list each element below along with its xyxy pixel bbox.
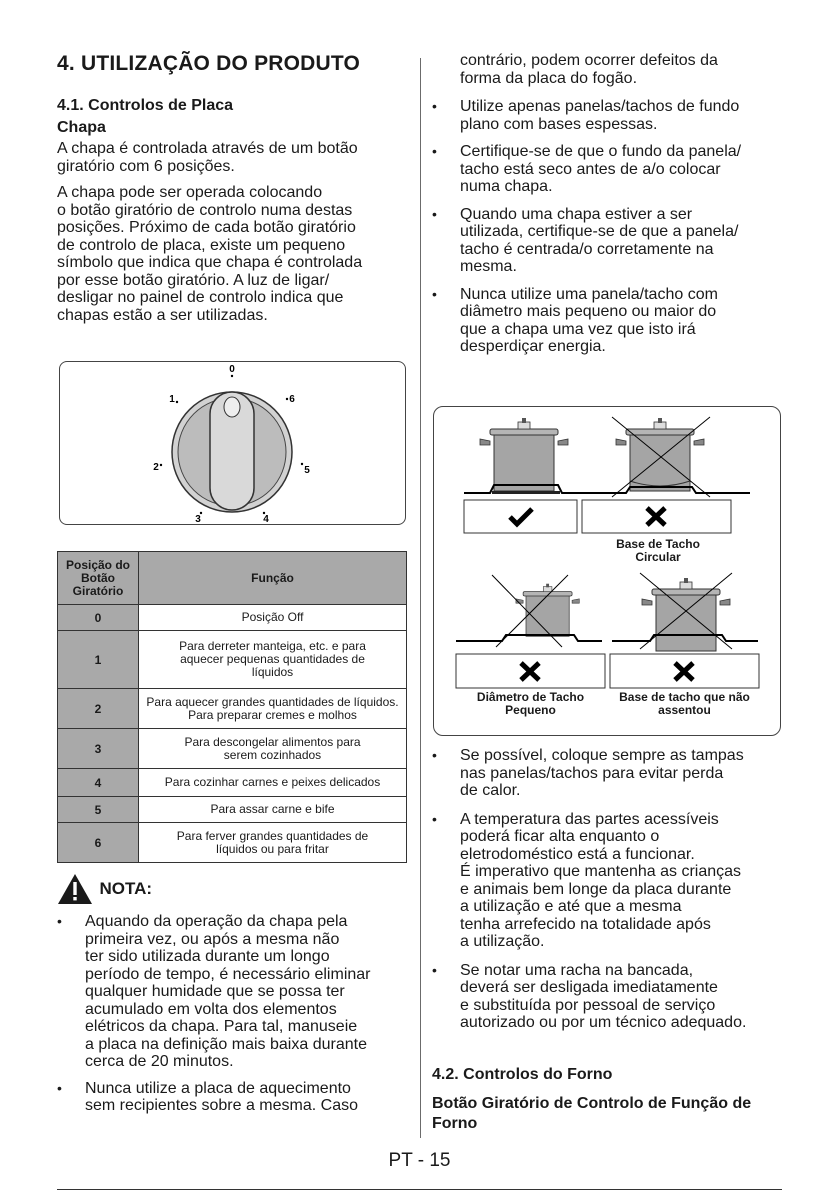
- caption-small-diameter: Diâmetro de Tacho Pequeno: [476, 690, 585, 717]
- list-item: • Certifique-se de que o fundo da panela/ tacho está seco antes de a/o colocar numa chapa.: [432, 143, 784, 196]
- table-row: 6 Para ferver grandes quantidades de líquidos ou para fritar: [58, 823, 407, 863]
- table-row: 5 Para assar carne e bife: [58, 797, 407, 823]
- footer-rule: [57, 1189, 782, 1190]
- dial-label-6: 6: [289, 394, 295, 405]
- section-heading-oven: 4.2. Controlos do Forno: [432, 1066, 613, 1083]
- left-column: [57, 52, 409, 324]
- column-divider: [420, 58, 421, 1138]
- dial-label-0: 0: [229, 364, 235, 375]
- warning-icon: [57, 873, 93, 905]
- cookware-diagram: [433, 406, 781, 736]
- list-item: • Nunca utilize uma panela/tacho com diâmetro mais pequeno ou maior do que a chapa uma vez que isto irá desperdiçar energia.: [432, 286, 784, 356]
- list-item: • Aquando da operação da chapa pela primeira vez, ou após a mesma não ter sido utilizada durante um longo período de tempo, é necessário eliminar qualquer humidade que se possa ter acumulado em volta dos elementos elétricos da chapa. Para tal, manuseie a placa na definição mais baixa durante cerca de 20 minutos.: [57, 913, 409, 1071]
- dial-label-4: 4: [263, 514, 269, 524]
- header-function: Função: [139, 552, 407, 605]
- caption-circular-base: Base de Tacho Circular: [616, 537, 700, 564]
- table-row: 0 Posição Off: [58, 605, 407, 631]
- intro-paragraph: A chapa é controlada através de um botão giratório com 6 posições.: [57, 140, 358, 175]
- list-item: • Utilize apenas panelas/tachos de fundo plano com bases espessas.: [432, 98, 784, 133]
- table-header-row: [58, 552, 407, 605]
- subsection-heading-oven: Botão Giratório de Controlo de Função de Forno: [432, 1095, 752, 1132]
- cookware-illustration: [434, 407, 780, 735]
- right-column: [432, 52, 784, 356]
- oven-controls-heading-block: [432, 1066, 784, 1134]
- list-item: • Se possível, coloque sempre as tampas nas panelas/tachos para evitar perda de calor.: [432, 747, 784, 800]
- table-row: 4 Para cozinhar carnes e peixes delicados: [58, 769, 407, 797]
- table-row: 2 Para aquecer grandes quantidades de líquidos. Para preparar cremes e molhos: [58, 689, 407, 729]
- header-position: Posição do Botão Giratório: [58, 552, 139, 605]
- list-item: • Se notar uma racha na bancada, deverá ser desligada imediatamente e substituída por pessoal de serviço autorizado ou por um técnico adequado.: [432, 962, 784, 1032]
- page-title: 4. UTILIZAÇÃO DO PRODUTO: [57, 52, 361, 75]
- knob-diagram: [59, 361, 406, 525]
- note-heading: [57, 873, 152, 905]
- table-row: 3 Para descongelar alimentos para serem cozinhados: [58, 729, 407, 769]
- list-item: • A temperatura das partes acessíveis poderá ficar alta enquanto o eletrodoméstico está a funcionar. É imperativo que mantenha as crianças e animais bem longe da placa durante a utilização e até que a mesma tenha arrefecido na totalidade após a utilização.: [432, 811, 784, 951]
- rotary-knob-illustration: [60, 362, 405, 524]
- dial-label-5: 5: [304, 465, 310, 476]
- continued-text: contrário, podem ocorrer defeitos da forma da placa do fogão.: [460, 52, 718, 87]
- section-heading: 4.1. Controlos de Placa: [57, 97, 234, 114]
- operation-paragraph: A chapa pode ser operada colocando o botão giratório de controlo numa destas posições. Próximo de cada botão giratório de controlo de placa, existe um pequeno símbolo que indica que chapa é controlada por esse botão giratório. A luz de ligar/ desligar no painel de controlo indica que chapas estão a ser utilizadas.: [57, 184, 363, 324]
- table-row: 1 Para derreter manteiga, etc. e para aquecer pequenas quantidades de líquidos: [58, 631, 407, 689]
- dial-label-2: 2: [153, 462, 159, 473]
- function-table: [57, 551, 407, 863]
- subsection-heading: Chapa: [57, 119, 106, 136]
- list-item: • Quando uma chapa estiver a ser utilizada, certifique-se de que a panela/ tacho é centrada/o corretamente na mesma.: [432, 206, 784, 276]
- note-title: NOTA:: [99, 879, 153, 898]
- right-bullets-bottom: [432, 747, 784, 1032]
- dial-label-1: 1: [169, 394, 175, 405]
- dial-label-3: 3: [195, 514, 201, 524]
- note-bullets: [57, 913, 409, 1115]
- caption-not-seated: Base de tacho que não assentou: [619, 690, 750, 717]
- page-number: PT - 15: [388, 1150, 451, 1171]
- list-item: • Nunca utilize a placa de aquecimento sem recipientes sobre a mesma. Caso: [57, 1080, 409, 1115]
